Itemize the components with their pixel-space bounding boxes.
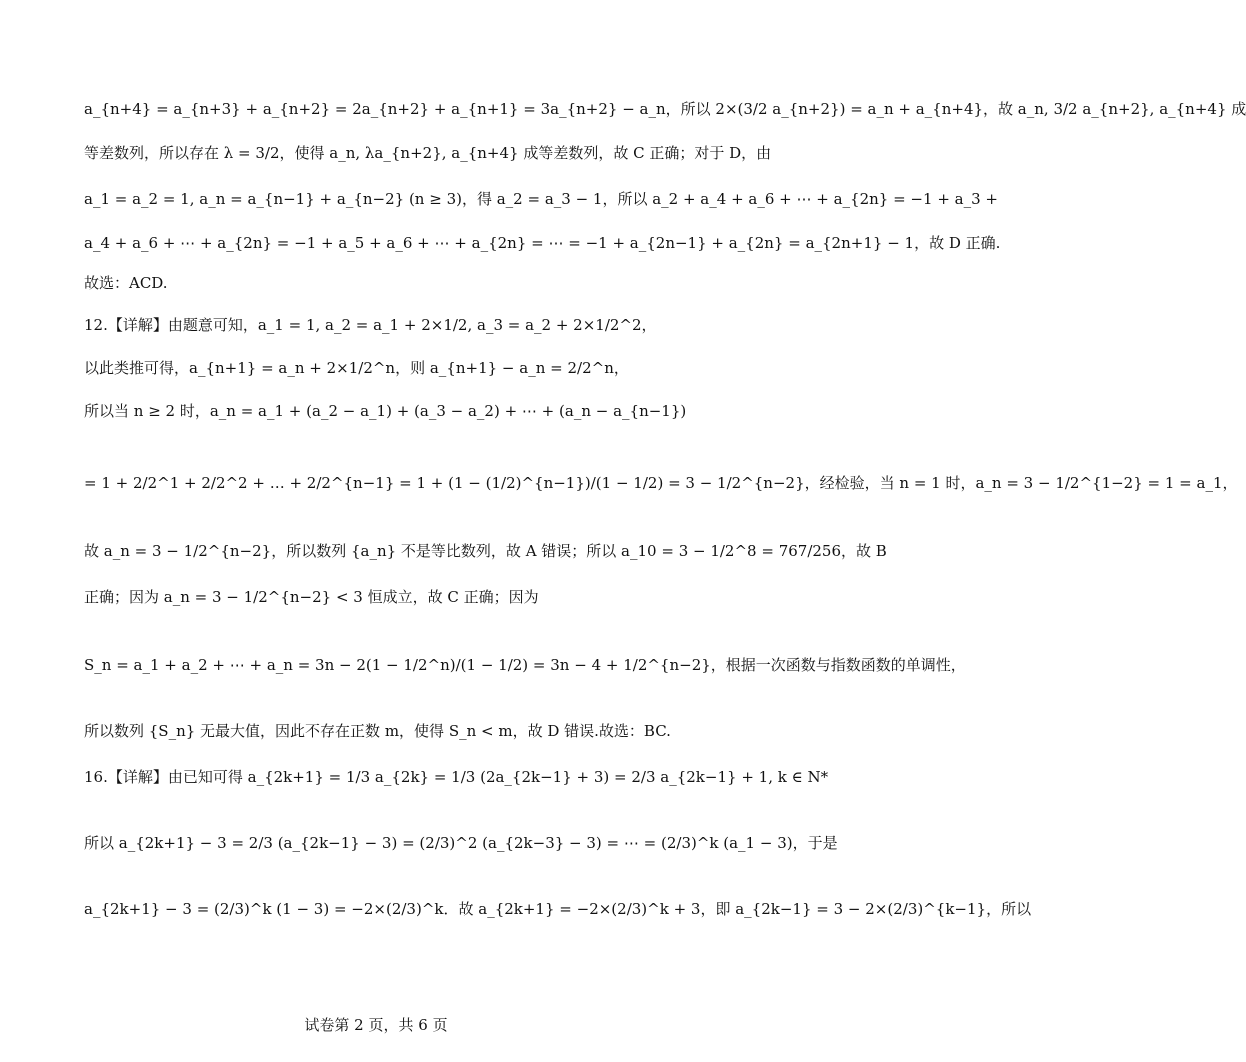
text-line: 所以 a_{2k+1} − 3 = 2/3 (a_{2k−1} − 3) = (2/3)^2 (a_{2k−3} − 3) = ⋯ = (2/3)^k (a_1 − 3)，于是 — [84, 834, 838, 852]
text-line: 16.【详解】由已知可得 a_{2k+1} = 1/3 a_{2k} = 1/3 (2a_{2k−1} + 3) = 2/3 a_{2k−1} + 1, k ∈ N* — [84, 768, 829, 786]
text-line: 等差数列，所以存在 λ = 3/2，使得 a_n, λa_{n+2}, a_{n+4} 成等差数列，故 C 正确；对于 D，由 — [84, 144, 772, 162]
text-line: 故选：ACD. — [84, 274, 168, 292]
text-line: a_1 = a_2 = 1, a_n = a_{n−1} + a_{n−2} (n ≥ 3)，得 a_2 = a_3 − 1，所以 a_2 + a_4 + a_6 + ⋯ + a_{2n} = −1 + a_3 + — [84, 190, 998, 208]
text-line: a_{2k+1} − 3 = (2/3)^k (1 − 3) = −2×(2/3)^k．故 a_{2k+1} = −2×(2/3)^k + 3，即 a_{2k−1} = 3 − 2×(2/3)^{k−1}，所以 — [84, 900, 1032, 918]
text-line: 正确；因为 a_n = 3 − 1/2^{n−2} < 3 恒成立，故 C 正确；因为 — [84, 588, 539, 606]
text-line: 所以数列 {S_n} 无最大值，因此不存在正数 m，使得 S_n < m，故 D 错误.故选：BC. — [84, 722, 671, 740]
text-line: 12.【详解】由题意可知，a_1 = 1, a_2 = a_1 + 2×1/2, a_3 = a_2 + 2×1/2^2， — [84, 316, 657, 334]
page-footer: 试卷第 2 页，共 6 页 — [304, 1016, 448, 1034]
text-line: 所以当 n ≥ 2 时，a_n = a_1 + (a_2 − a_1) + (a_3 − a_2) + ⋯ + (a_n − a_{n−1}) — [84, 402, 687, 420]
text-line: 以此类推可得，a_{n+1} = a_n + 2×1/2^n，则 a_{n+1} − a_n = 2/2^n， — [84, 359, 629, 377]
text-line: = 1 + 2/2^1 + 2/2^2 + … + 2/2^{n−1} = 1 + (1 − (1/2)^{n−1})/(1 − 1/2) = 3 − 1/2^{n−2}，经检验，当 n = 1 时，a_n = 3 − 1/2^{1−2} = 1 = a_1， — [84, 474, 1238, 492]
text-line: a_{n+4} = a_{n+3} + a_{n+2} = 2a_{n+2} + a_{n+1} = 3a_{n+2} − a_n，所以 2×(3/2 a_{n+2}) = a_n + a_{n+4}，故 a_n, 3/2 a_{n+2}, a_{n+4} 成 — [84, 100, 1246, 118]
text-line: a_4 + a_6 + ⋯ + a_{2n} = −1 + a_5 + a_6 + ⋯ + a_{2n} = ⋯ = −1 + a_{2n−1} + a_{2n} = a_{2n+1} − 1，故 D 正确. — [84, 234, 1001, 252]
text-line: 故 a_n = 3 − 1/2^{n−2}，所以数列 {a_n} 不是等比数列，故 A 错误；所以 a_10 = 3 − 1/2^8 = 767/256，故 B — [84, 542, 887, 560]
text-line: S_n = a_1 + a_2 + ⋯ + a_n = 3n − 2(1 − 1/2^n)/(1 − 1/2) = 3n − 4 + 1/2^{n−2}，根据一次函数与指数函数的单调性， — [84, 656, 966, 674]
